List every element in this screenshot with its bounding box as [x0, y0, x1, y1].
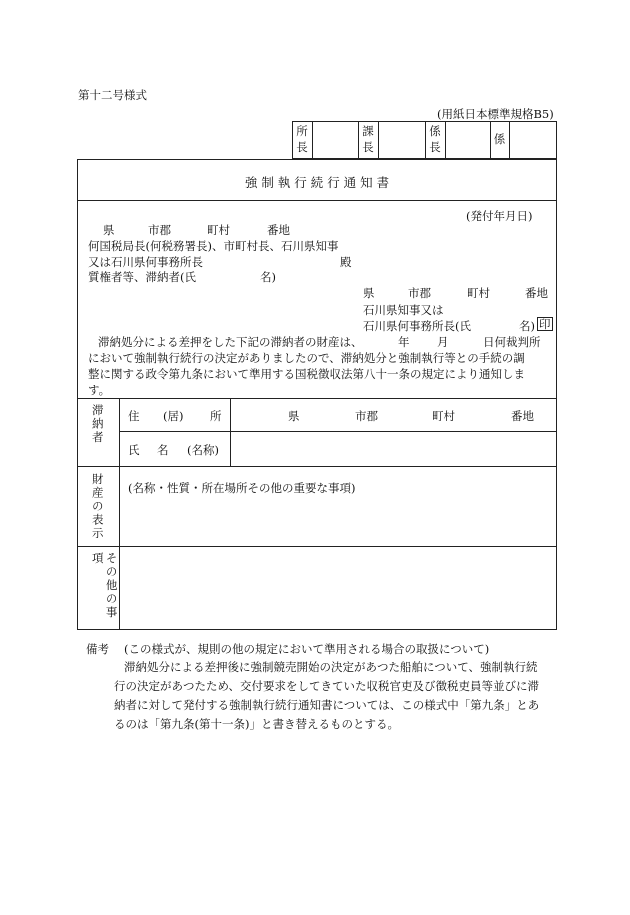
delinquent-lot: 番地 [511, 409, 534, 423]
remarks-line-5: るのは「第九条(第十一条)」と書き替えるものとする。 [114, 717, 399, 731]
delinquent-row-divider [119, 431, 557, 432]
section-divider-delinquent [77, 398, 557, 399]
addressee-city: 市郡 [148, 223, 171, 237]
addressee-prefecture: 県 [103, 223, 115, 237]
property-heading: 財産の表示 [90, 473, 105, 541]
section-divider-other [77, 546, 557, 547]
sender-lot: 番地 [525, 286, 548, 300]
property-description: (名称・性質・所在場所その他の重要な事項) [128, 481, 356, 495]
addressee-office: 又は石川県何事務所長 [88, 255, 203, 269]
address-label-end: 所 [210, 409, 222, 423]
remarks-line-2: 滞納処分による差押後に強制競売開始の決定があつた船舶について、強制執行続 [124, 660, 538, 674]
delinquent-town: 町村 [432, 409, 455, 423]
delinquent-label-divider [230, 398, 231, 466]
other-heading: その他の事項 [90, 552, 119, 620]
issue-date: (発付年月日) [466, 209, 533, 223]
section-divider-property [77, 466, 557, 467]
sender-town: 町村 [467, 286, 490, 300]
paper-size-note: (用紙日本標準規格B5) [437, 107, 554, 121]
addressee-town: 町村 [207, 223, 230, 237]
addressee-authorities: 何国税局長(何税務署長)、市町村長、石川県知事 [88, 239, 339, 253]
addressee-honorific: 殿 [340, 255, 352, 269]
remarks-line-4: 納者に対して発付する強制執行続行通知書については、この様式中「第九条」とあ [114, 698, 540, 712]
body-line-2: において強制執行続行の決定がありましたので、滞納処分と強制執行等との手続の調 [88, 351, 525, 365]
body-line-3: 整に関する政令第九条において準用する国税徴収法第八十一条の規定により通知しま [88, 367, 525, 381]
seal-mark: 印 [539, 317, 551, 331]
title-divider [77, 200, 557, 201]
sender-city: 市郡 [408, 286, 431, 300]
sender-name-close: 名) [519, 319, 535, 333]
addressee-lot: 番地 [267, 223, 290, 237]
addressee-pledgee: 質権者等、滞納者(氏 [88, 270, 196, 284]
delinquent-city: 市郡 [355, 409, 378, 423]
stamp-label-unit-chief: 係 長 [429, 124, 441, 154]
sender-governor: 石川県知事又は [363, 303, 444, 317]
form-number: 第十二号様式 [78, 88, 147, 102]
sender-office: 石川県何事務所長(氏 [363, 319, 471, 333]
body-line-1-month: 月 [437, 335, 449, 349]
name-label: 氏 [128, 443, 140, 457]
body-line-4: す。 [88, 383, 111, 397]
body-line-1: 滞納処分による差押をした下記の滞納者の財産は、 [98, 335, 363, 349]
addressee-name-close: 名) [260, 270, 276, 284]
address-label: 住 [128, 409, 140, 423]
name-label-end: 名 [157, 443, 169, 457]
stamp-label-staff: 係 [493, 132, 506, 147]
stamp-label-director: 所 長 [296, 124, 308, 154]
remarks-label: 備考 [86, 642, 109, 656]
delinquent-prefecture: 県 [288, 409, 300, 423]
address-label-residence: (居) [163, 409, 184, 423]
stamp-label-section-chief: 課 長 [362, 124, 374, 154]
name-label-corporate: (名称) [187, 443, 219, 457]
heading-column-divider [119, 398, 120, 630]
remarks-line-3: 行の決定があつたため、交付要求をしてきていた収税官吏及び徴税吏員等並びに滞 [114, 679, 540, 693]
remarks-line-1: (この様式が、規則の他の規定において準用される場合の取扱について) [124, 642, 490, 656]
sender-prefecture: 県 [363, 286, 375, 300]
body-line-1-year: 年 [398, 335, 410, 349]
document-title: 強 制 執 行 続 行 通 知 書 [244, 175, 390, 190]
body-line-1-day: 日何裁判所 [483, 335, 541, 349]
delinquent-heading: 滞納者 [90, 404, 105, 445]
